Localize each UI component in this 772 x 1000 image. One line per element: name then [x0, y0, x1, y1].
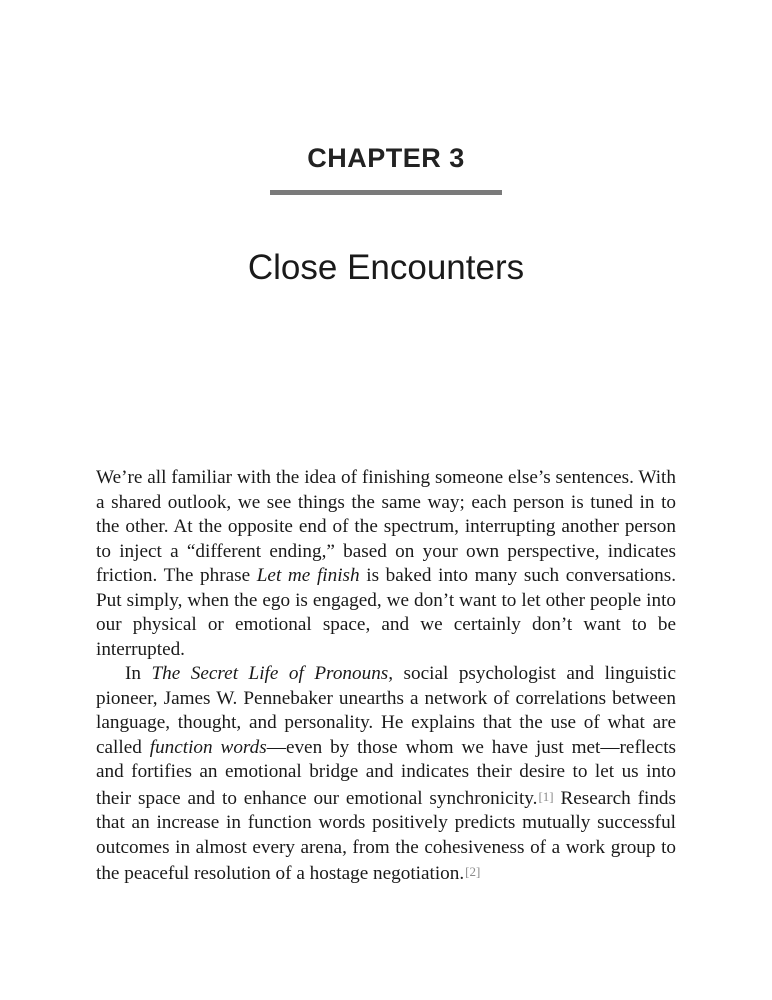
paragraph-2-text-a: In [125, 663, 152, 684]
term-function-words: function words [149, 736, 267, 758]
footnote-link-1[interactable]: [1] [538, 788, 554, 804]
paragraph-1-text-a: We’re all familiar with the idea of finishing someone else’s sentences. With a shared outlook, we see things the same way; each person is tuned in to the other. At the opposite end of the spectrum, interrupting another person to inject a “different ending,” based on your own perspective, indicates friction. The phrase [96, 467, 676, 586]
paragraph-2 [96, 662, 676, 887]
chapter-divider-rule [270, 190, 502, 195]
chapter-label: CHAPTER 3 [307, 143, 465, 173]
chapter-title: Close Encounters [247, 248, 525, 287]
footnote-link-2[interactable]: [2] [465, 864, 481, 879]
paragraph-2-text-d: Research finds that an increase in function words positively predicts mutually successful outcomes in almost every arena, from the cohesiveness of a work group to the peaceful resolution of a hostage negotiation. [96, 787, 676, 884]
phrase-let-me-finish: Let me finish [256, 565, 360, 586]
book-title-secret-life-of-pronouns: The Secret Life of Pronouns, [151, 663, 394, 684]
paragraph-2-text-b: social psychologist and linguistic pioneer, James W. Pennebaker unearths a network of correlations between language, thought, and personality. He explains that the use of what are called [96, 663, 676, 758]
paragraph-1 [96, 466, 676, 662]
chapter-body [96, 466, 676, 887]
paragraph-1-text-b: is baked into many such conversations. Put simply, when the ego is engaged, we don’t want to let other people into our physical or emotional space, and we certainly don’t want to be interrupted. [96, 565, 676, 660]
paragraph-2-text-c: —even by those whom we have just met—reflects and fortifies an emotional bridge and indicates their desire to let us into their space and to enhance our emotional synchronicity. [96, 736, 676, 809]
